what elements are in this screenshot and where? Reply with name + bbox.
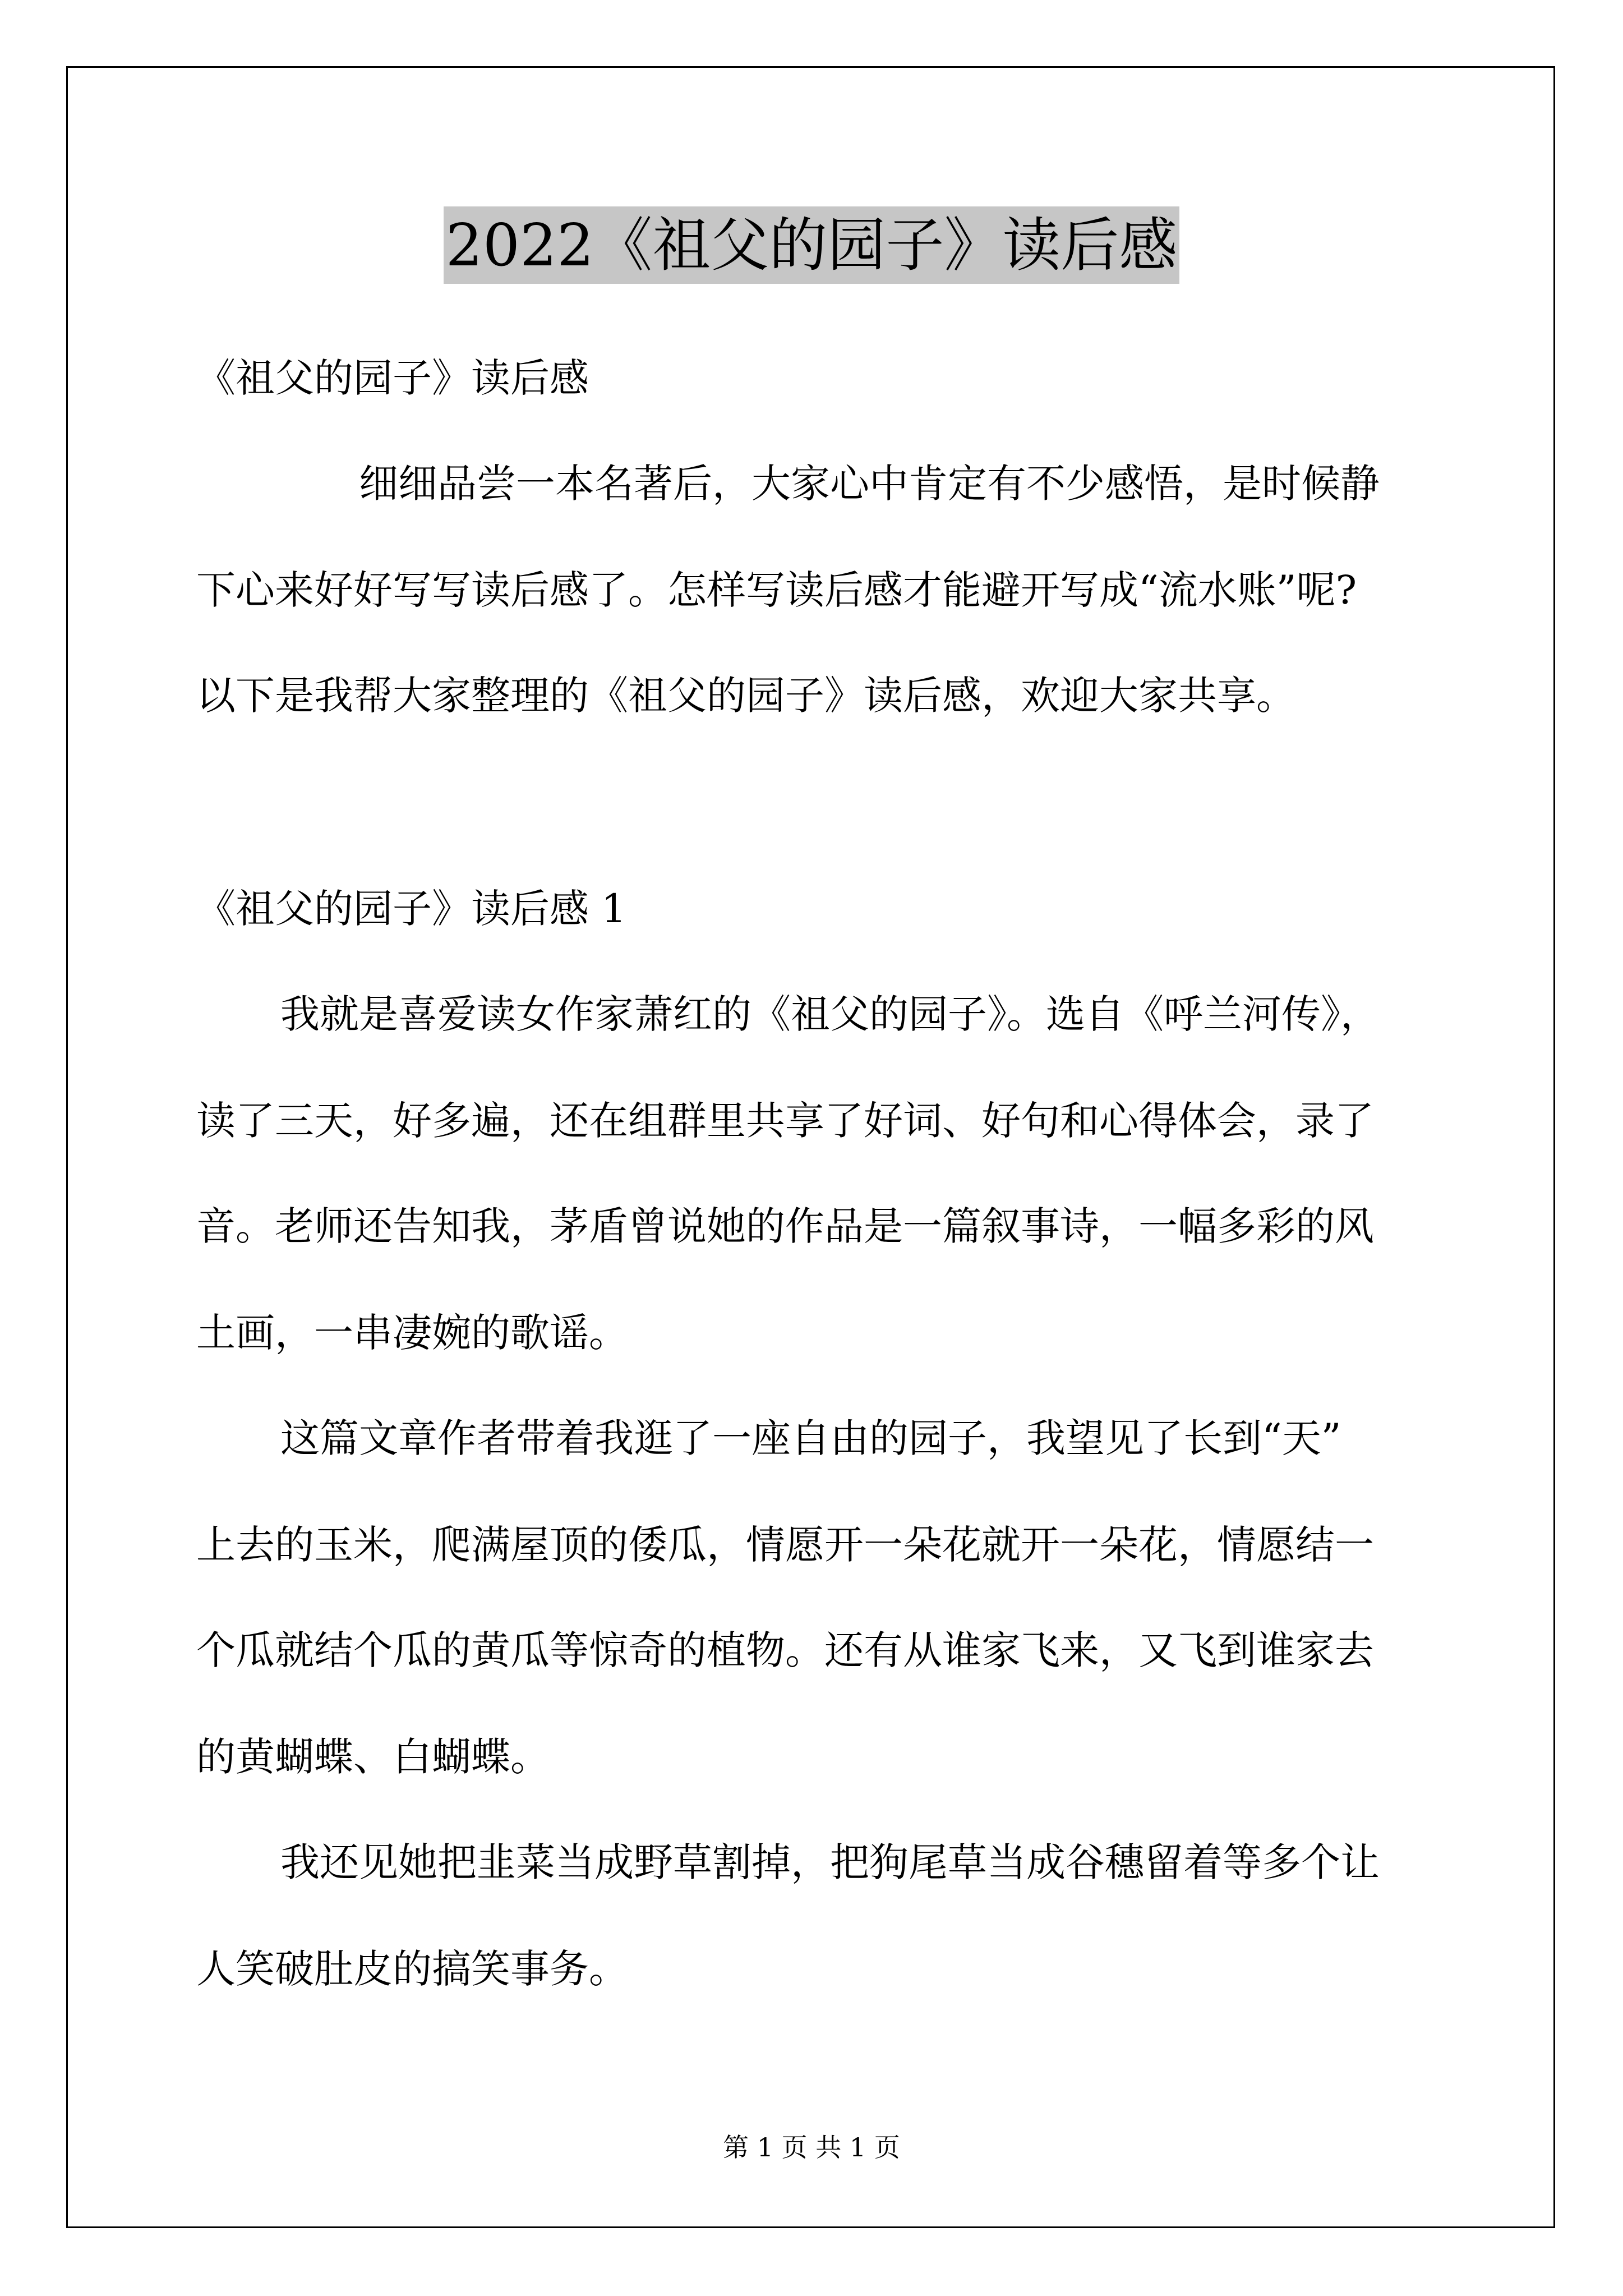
- intro-line: 下心来好好写写读后感了。怎样写读后感才能避开写成“流水账”呢?: [196, 567, 1357, 613]
- page-footer: 第 1 页 共 1 页: [723, 2132, 900, 2162]
- subtitle: 《祖父的园子》读后感: [196, 355, 589, 401]
- paragraph-line: 我还见她把韭菜当成野草割掉，把狗尾草当成谷穗留着等多个让: [280, 1839, 1380, 1885]
- paragraph-line: 音。老师还告知我，茅盾曾说她的作品是一篇叙事诗，一幅多彩的风: [196, 1203, 1374, 1249]
- paragraph-line: 人笑破肚皮的搞笑事务。: [196, 1946, 628, 1992]
- page-title: 2022《祖父的园子》读后感: [444, 206, 1180, 284]
- intro-line: 以下是我帮大家整理的《祖父的园子》读后感，欢迎大家共享。: [196, 673, 1295, 719]
- paragraph-line: 个瓜就结个瓜的黄瓜等惊奇的植物。还有从谁家飞来，又飞到谁家去: [196, 1627, 1374, 1673]
- paragraph-line: 读了三天，好多遍，还在组群里共享了好词、好句和心得体会，录了: [196, 1098, 1374, 1144]
- paragraph-line: 土画，一串凄婉的歌谣。: [196, 1310, 628, 1356]
- paragraph-line: 这篇文章作者带着我逛了一座自由的园子，我望见了长到“天”: [280, 1415, 1341, 1461]
- title-container: [0, 206, 1623, 284]
- section-heading: 《祖父的园子》读后感 1: [196, 886, 626, 932]
- paragraph-line: 上去的玉米，爬满屋顶的倭瓜，情愿开一朵花就开一朵花，情愿结一: [196, 1522, 1374, 1568]
- paragraph-line: 的黄蝴蝶、白蝴蝶。: [196, 1734, 550, 1780]
- intro-line: 细细品尝一本名著后，大家心中肯定有不少感悟，是时候静: [359, 461, 1380, 507]
- paragraph-line: 我就是喜爱读女作家萧红的《祖父的园子》。选自《呼兰河传》，: [280, 991, 1380, 1037]
